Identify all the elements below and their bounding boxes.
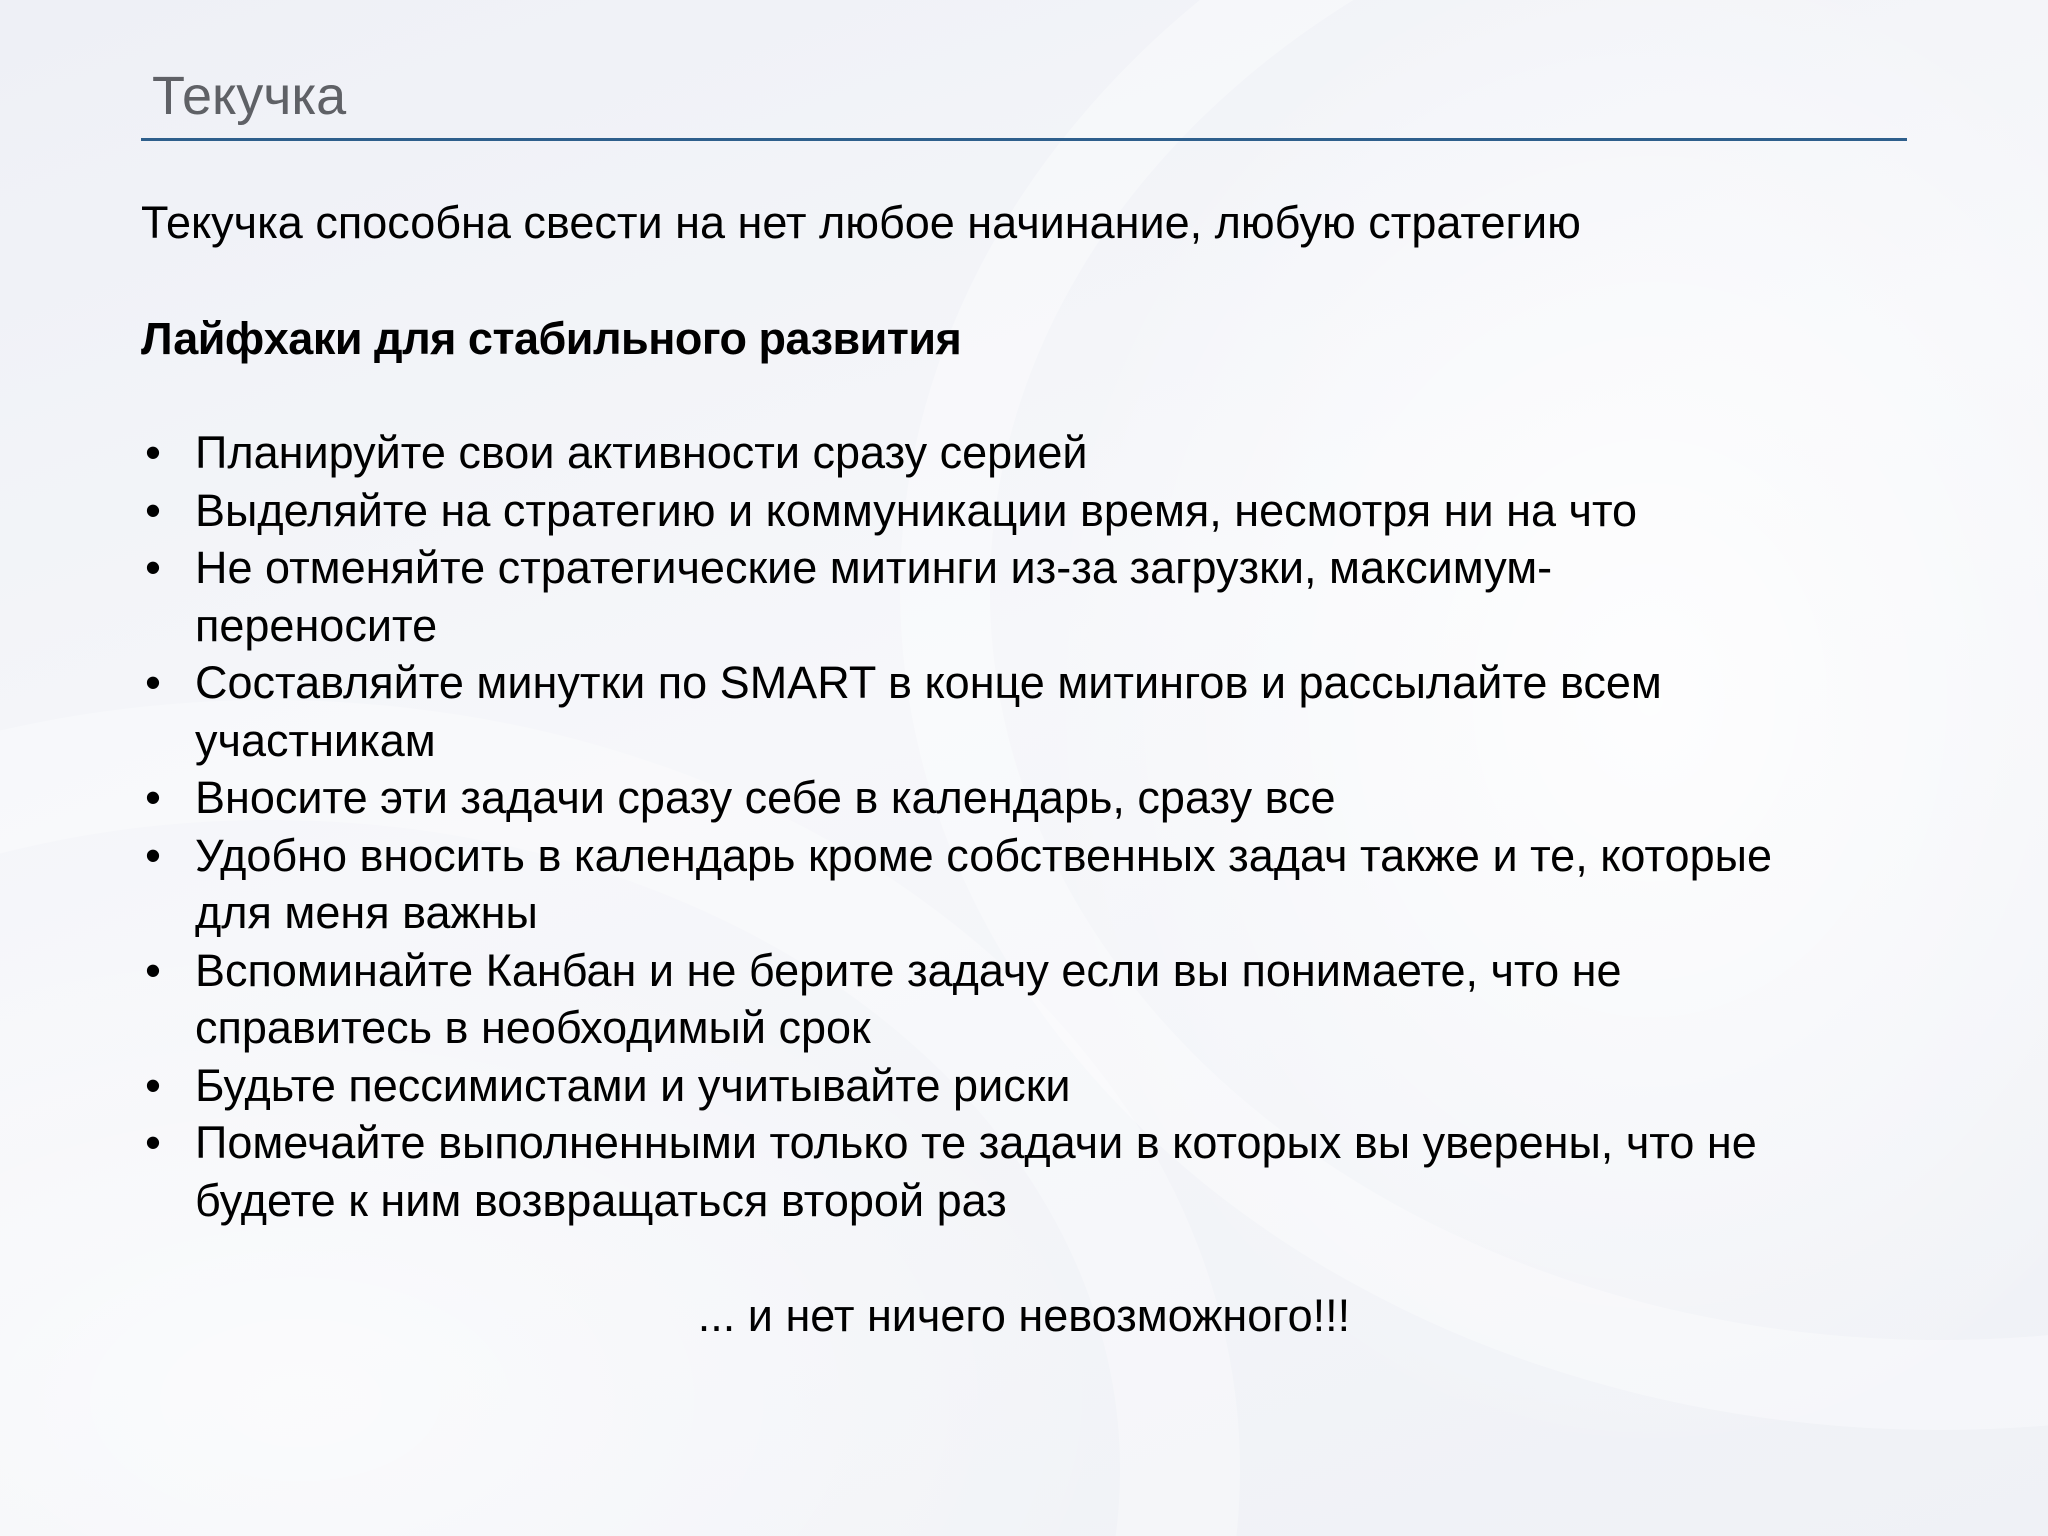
list-item <box>141 769 1941 827</box>
bullet-icon: • <box>145 944 161 996</box>
list-item-text: Планируйте свои активности сразу серией <box>195 427 1088 478</box>
list-item <box>141 539 1941 654</box>
list-item-text: Помечайте выполненными только те задачи в которых вы уверены, что не будете к ним возвращаться второй раз <box>195 1117 1757 1226</box>
list-item <box>141 654 1941 769</box>
bullet-icon: • <box>145 542 161 593</box>
bullet-icon: • <box>145 427 161 478</box>
list-item <box>141 1057 1941 1115</box>
bullet-icon: • <box>145 772 161 823</box>
intro-text: Текучка способна свести на нет любое начинание, любую стратегию <box>141 197 1581 248</box>
lifehacks-list <box>141 424 1941 1229</box>
bullet-icon: • <box>145 484 161 536</box>
bullet-icon: • <box>145 1117 161 1168</box>
closing-text: ... и нет ничего невозможного!!! <box>697 1290 1351 1341</box>
list-item-text: Удобно вносить в календарь кроме собственных задач также и те, которые для меня важны <box>195 829 1772 938</box>
title-underline <box>141 138 1907 141</box>
list-item <box>141 424 1941 482</box>
bullet-icon: • <box>145 829 161 881</box>
list-item <box>141 482 1941 540</box>
list-item-text: Вспоминайте Канбан и не берите задачу если вы понимаете, что не справитесь в необходимый срок <box>195 944 1622 1053</box>
list-item-text: Будьте пессимистами и учитывайте риски <box>195 1059 1071 1111</box>
bullet-icon: • <box>145 1059 161 1111</box>
list-item <box>141 827 1941 942</box>
list-item-text: Составляйте минутки по SMART в конце митингов и рассылайте всем участникам <box>195 657 1662 766</box>
lifehacks-heading: Лайфхаки для стабильного развития <box>141 313 962 364</box>
list-item-text: Вносите эти задачи сразу себе в календарь, сразу все <box>195 772 1336 823</box>
list-item <box>141 942 1941 1057</box>
list-item-text: Выделяйте на стратегию и коммуникации время, несмотря ни на что <box>195 484 1638 536</box>
list-item-text: Не отменяйте стратегические митинги из-за загрузки, максимум- переносите <box>195 542 1553 651</box>
bullet-icon: • <box>145 657 161 708</box>
list-item <box>141 1114 1941 1229</box>
slide-title: Текучка <box>152 66 347 126</box>
